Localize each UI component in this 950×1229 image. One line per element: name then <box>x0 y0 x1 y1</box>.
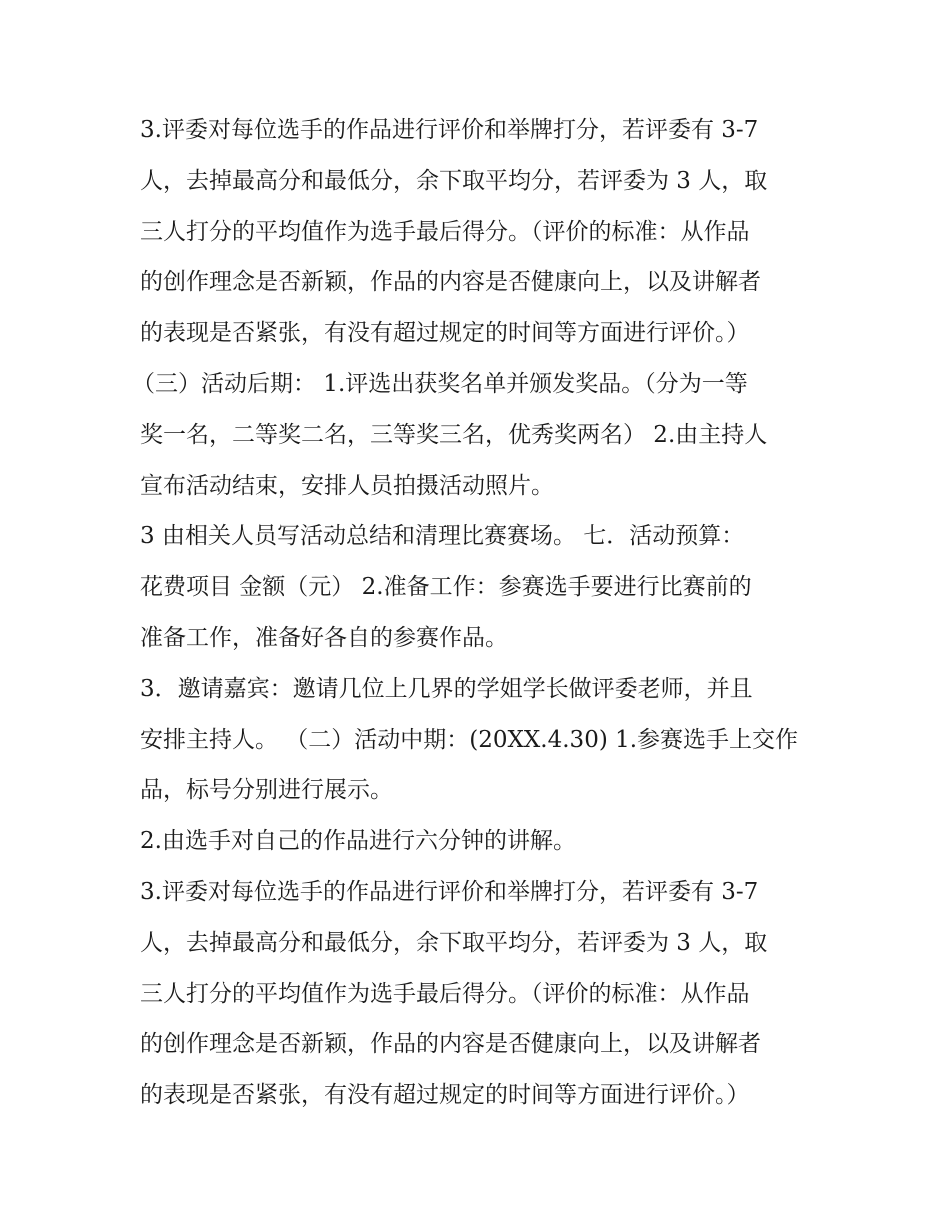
text-line: 人，去掉最高分和最低分，余下取平均分，若评委为 3 人，取 <box>140 929 768 956</box>
text-line: 的表现是否紧张，有没有超过规定的时间等方面进行评价。） <box>140 1082 750 1109</box>
text-line: 品，标号分别进行展示。 <box>140 777 393 804</box>
text-line: 3 由相关人员写活动总结和清理比赛赛场。 七．活动预算： <box>140 523 745 550</box>
text-line: 宣布活动结束，安排人员拍摄活动照片。 <box>140 472 554 499</box>
text-line: 的表现是否紧张，有没有超过规定的时间等方面进行评价。） <box>140 320 750 347</box>
text-line: 人，去掉最高分和最低分，余下取平均分，若评委为 3 人，取 <box>140 167 768 194</box>
text-line: 的创作理念是否新颖，作品的内容是否健康向上，以及讲解者 <box>140 1031 761 1058</box>
text-line: 花费项目 金额（元） 2.准备工作：参赛选手要进行比赛前的 <box>140 574 752 601</box>
text-line: 3.评委对每位选手的作品进行评价和举牌打分，若评委有 3-7 <box>140 878 759 905</box>
text-line: 奖一名，二等奖二名，三等奖三名，优秀奖两名） 2.由主持人 <box>140 421 768 448</box>
text-line: 2.由选手对自己的作品进行六分钟的讲解。 <box>140 828 576 855</box>
text-line: 的创作理念是否新颖，作品的内容是否健康向上，以及讲解者 <box>140 269 761 296</box>
document-body <box>132 105 820 1121</box>
text-line: 安排主持人。 （二）活动中期：(20XX.4.30) 1.参赛选手上交作 <box>140 726 799 753</box>
text-line: 3.评委对每位选手的作品进行评价和举牌打分，若评委有 3-7 <box>140 117 759 143</box>
text-line: 准备工作，准备好各自的参赛作品。 <box>140 624 508 651</box>
text-line: （三）活动后期： 1.评选出获奖名单并颁发奖品。（分为一等 <box>132 370 748 397</box>
text-line: 三人打分的平均值作为选手最后得分。（评价的标准：从作品 <box>140 980 750 1007</box>
text-line: 三人打分的平均值作为选手最后得分。（评价的标准：从作品 <box>140 218 750 245</box>
text-line: 3．邀请嘉宾：邀请几位上几界的学姐学长做评委老师，并且 <box>140 675 753 702</box>
